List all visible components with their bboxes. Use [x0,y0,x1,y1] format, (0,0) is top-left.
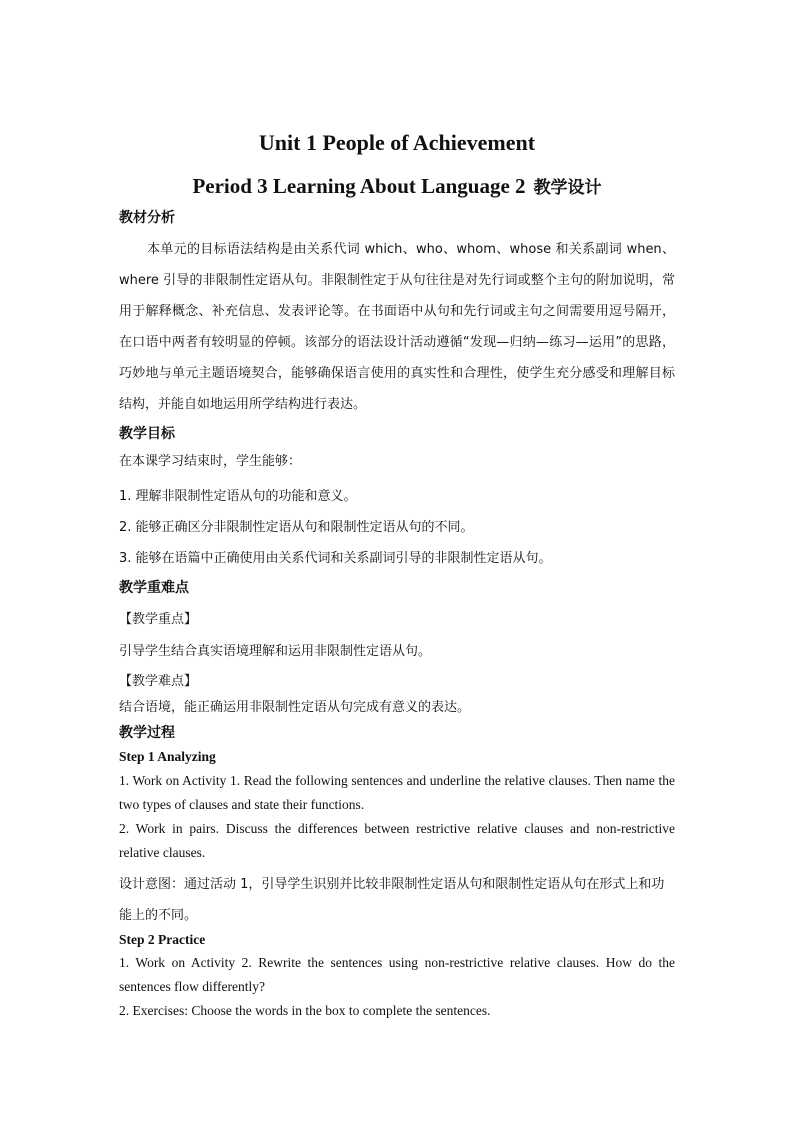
analysis-heading: 教材分析 [119,210,175,226]
step1-item: 1. Work on Activity 1. Read the following sentences and underline the relative clauses. Then name the two types of clauses and state their functions. [119,773,675,812]
document-title: Unit 1 People of Achievement [258,130,536,155]
subtitle-cn: 教学设计 [533,178,602,198]
difficulty-label: 【教学难点】 [119,674,198,689]
step2-item: 1. Work on Activity 2. Rewrite the sentences using non-restrictive relative clauses. How do the sentences flow differently? [119,955,675,994]
step1-heading: Step 1 Analyzing [119,749,216,764]
process-heading: 教学过程 [119,725,175,741]
subtitle-en: Period 3 Learning About Language 2 [192,174,526,198]
difficulty-text: 结合语境，能正确运用非限制性定语从句完成有意义的表达。 [119,700,471,715]
document-subtitle [0,173,794,204]
goals-heading: 教学目标 [119,426,175,442]
key-heading: 教学重难点 [119,580,189,596]
goal-item: 3. 能够在语篇中正确使用由关系代词和关系副词引导的非限制性定语从句。 [119,551,552,566]
goals-intro: 在本课学习结束时，学生能够： [119,454,302,469]
key-point-label: 【教学重点】 [119,612,198,627]
goal-item: 2. 能够正确区分非限制性定语从句和限制性定语从句的不同。 [119,520,474,535]
key-point-text: 引导学生结合真实语境理解和运用非限制性定语从句。 [119,644,432,659]
step1-item: 2. Work in pairs. Discuss the differences between restrictive relative clauses and non-restrictive relative clauses. [119,821,675,860]
analysis-text: 本单元的目标语法结构是由关系代词 which、who、whom、whose 和关系副词 when、where 引导的非限制性定语从句。非限制性定于从句往往是对先行词或整个主句的附加说明，常用于解释概念、补充信息、发表评论等。在书面语中从句和先行词或主句之间需要用逗号隔开，在口语中两者有较明显的停顿。该部分的语法设计活动遵循“发现—归纳—练习—运用”的思路，巧妙地与单元主题语境契合，能够确保语言使用的真实性和合理性，使学生充分感受和理解目标结构，并能自如地运用所学结构进行表达。 [119,242,675,412]
step2-heading: Step 2 Practice [119,932,206,947]
step1-intent: 设计意图：通过活动 1，引导学生识别并比较非限制性定语从句和限制性定语从句在形式上和功能上的不同。 [119,877,665,923]
goal-item: 1. 理解非限制性定语从句的功能和意义。 [119,489,357,504]
step2-item: 2. Exercises: Choose the words in the box to complete the sentences. [119,1003,491,1018]
